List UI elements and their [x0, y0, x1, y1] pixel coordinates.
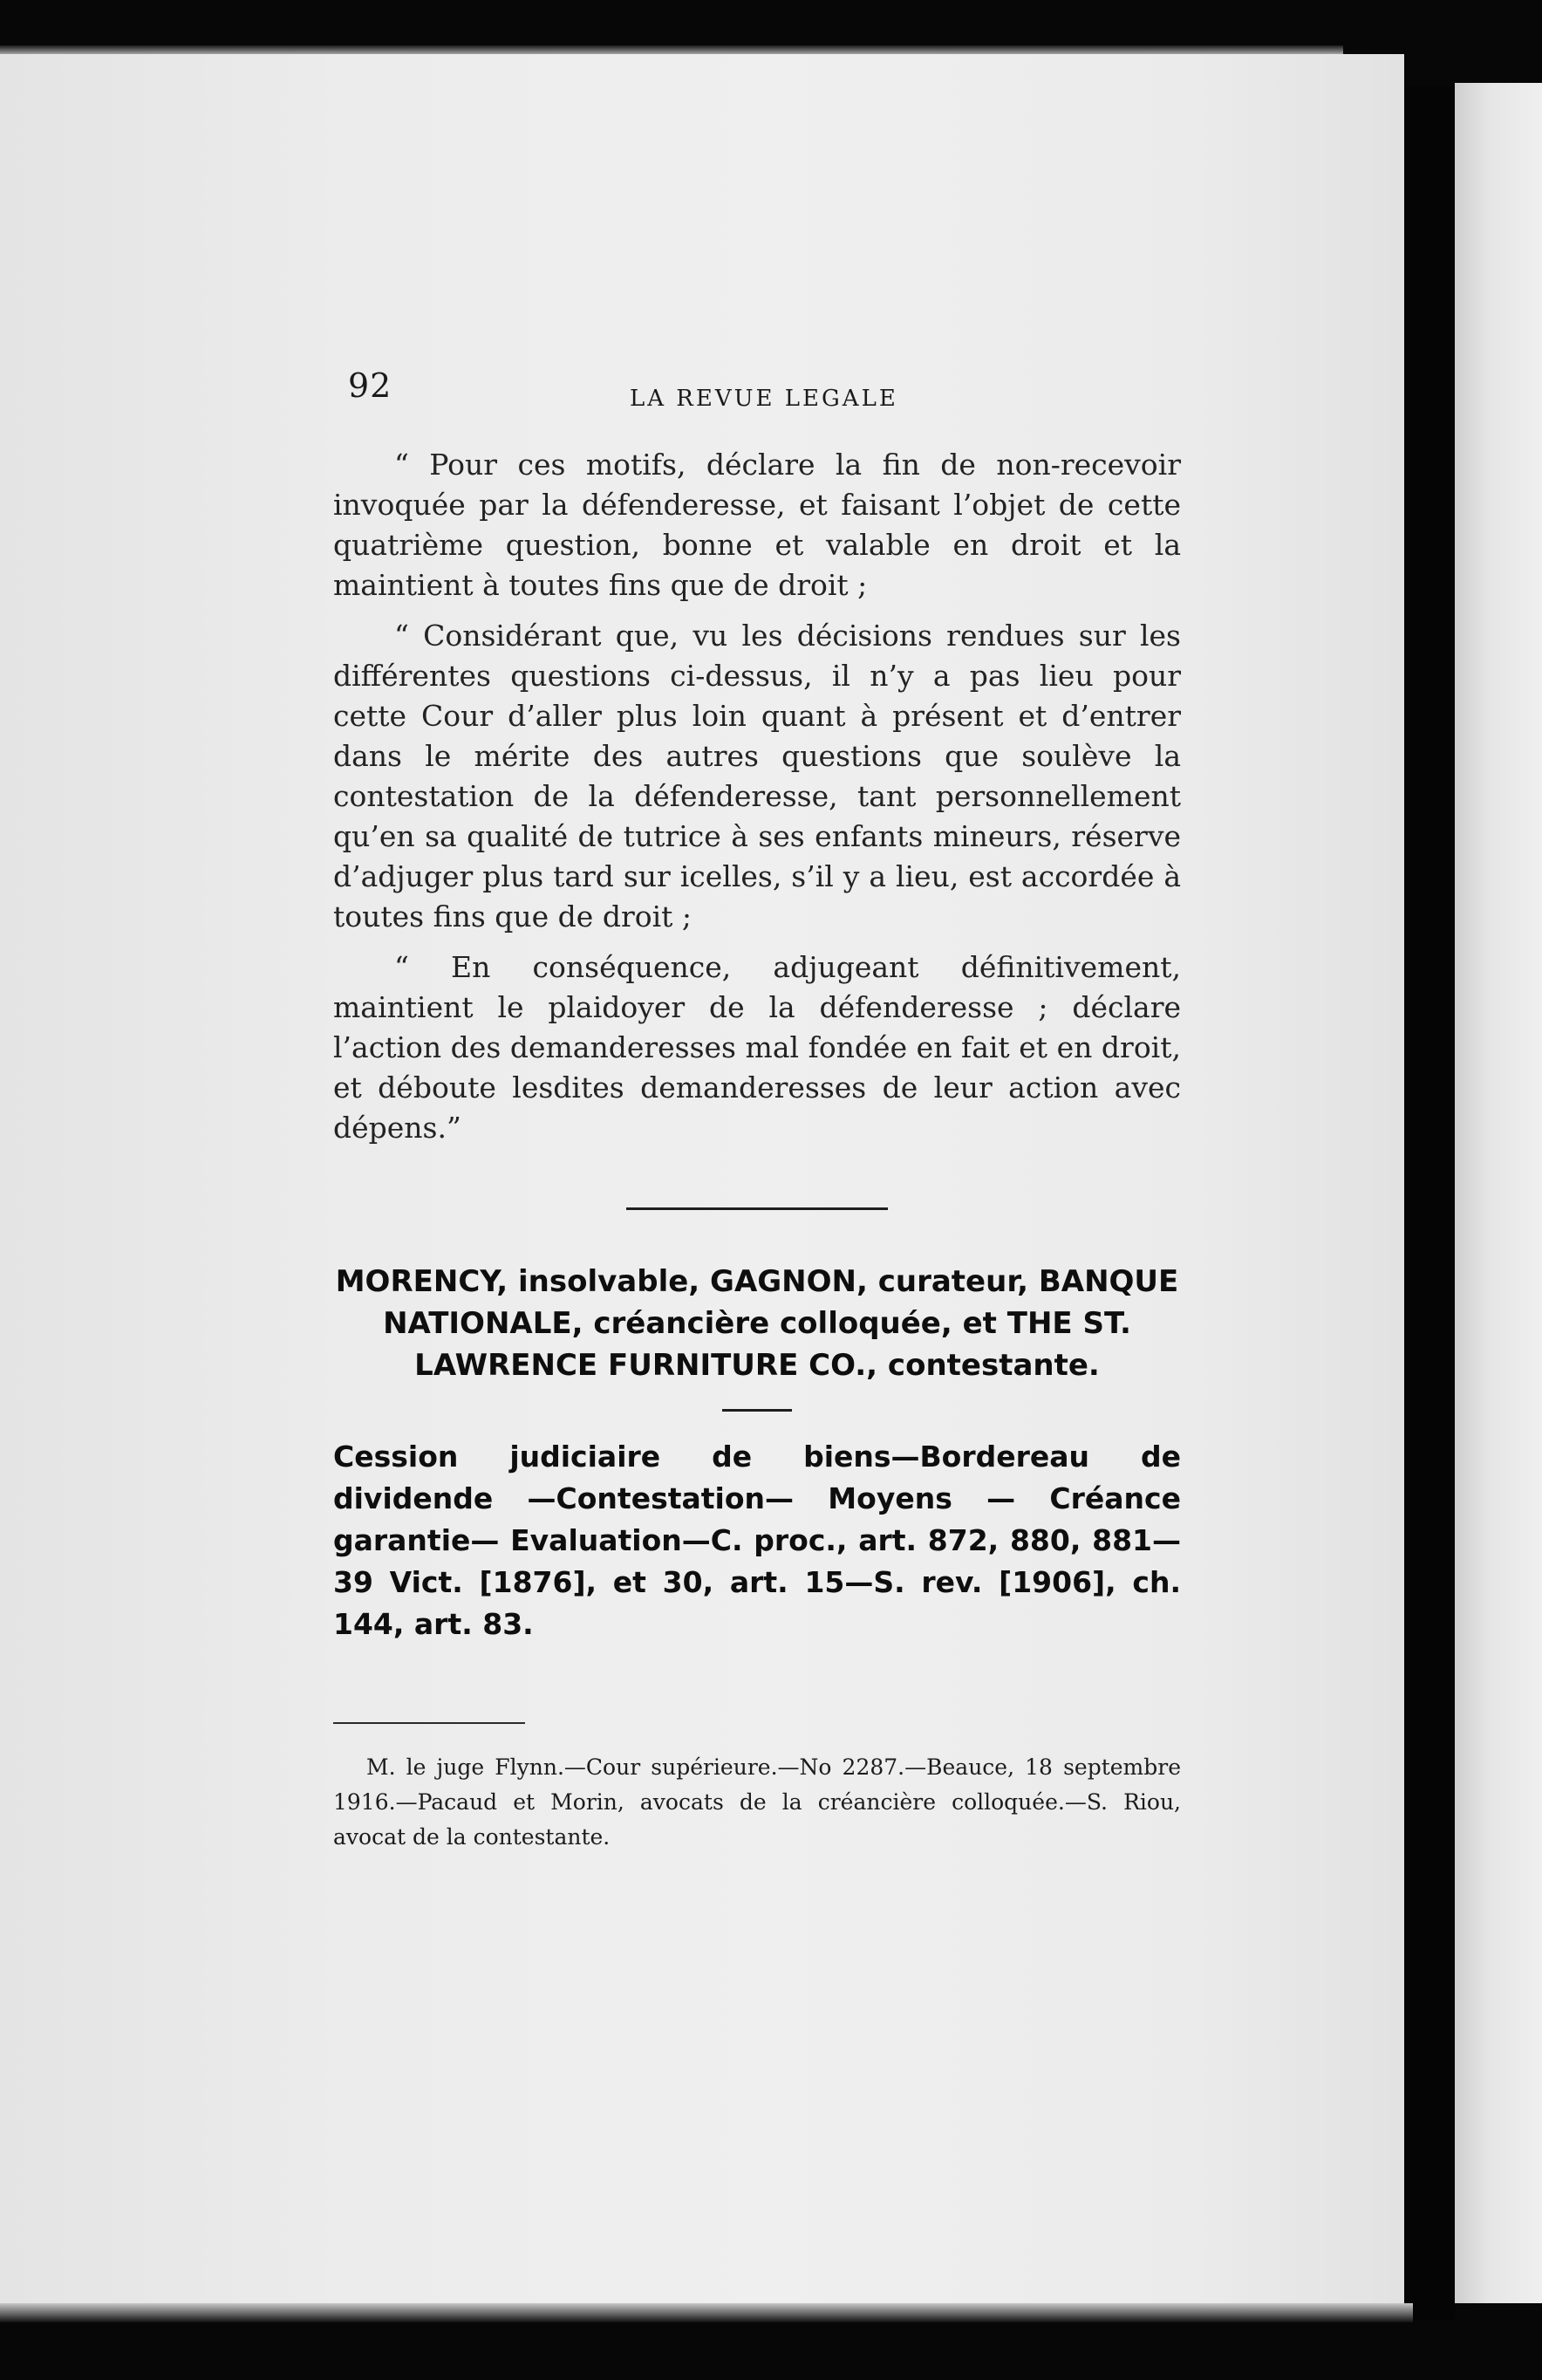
- running-head: [333, 366, 1181, 419]
- judgment-text: [333, 445, 1181, 1148]
- running-title: LA REVUE LEGALE: [630, 386, 898, 412]
- page-content: [333, 366, 1181, 1855]
- facing-page-edge: [1455, 83, 1542, 2303]
- case-title: MORENCY, insolvable, GAGNON, curateur, BANQUE NATIONALE, créancière colloquée, et THE ST. LAWRENCE FURNITURE CO., contestante.: [335, 1264, 1179, 1383]
- paragraph: “ En conséquence, adjugeant définitivement, maintient le plaidoyer de la défenderesse ; déclare l’action des demanderesses mal fondée en fait et en droit, et déboute lesdites demanderesses de leur action avec dépens.”: [333, 950, 1181, 1145]
- book-gutter: [1404, 87, 1455, 2321]
- footnote-rule: [333, 1722, 525, 1724]
- page-number: 92: [348, 366, 392, 405]
- section-divider: [626, 1207, 888, 1210]
- page-bottom-edge: [0, 2303, 1413, 2322]
- footnote: M. le juge Flynn.—Cour supérieure.—No 2287.—Beauce, 18 septembre 1916.—Pacaud et Morin, avocats de la créancière colloquée.—S. Riou, avocat de la contestante.: [333, 1754, 1181, 1850]
- paragraph: “ Pour ces motifs, déclare la fin de non-recevoir invoquée par la défenderesse, et faisant l’objet de cette quatrième question, bonne et valable en droit et la maintient à toutes fins que de droit ;: [333, 448, 1181, 602]
- short-divider: [722, 1409, 792, 1412]
- headnote: Cession judiciaire de biens—Bordereau de dividende —Contestation— Moyens — Créance garantie— Evaluation—C. proc., art. 872, 880, 881—39 Vict. [1876], et 30, art. 15—S. rev. [1906], ch. 144, art. 83.: [333, 1440, 1181, 1641]
- paragraph: “ Considérant que, vu les décisions rendues sur les différentes questions ci-dessus, il n’y a pas lieu pour cette Cour d’aller plus loin quant à présent et d’entrer dans le mérite des autres questions que soulève la contestation de la défenderesse, tant personnellement qu’en sa qualité de tutrice à ses enfants mineurs, réserve d’adjuger plus tard sur icelles, s’il y a lieu, est accordée à toutes fins que de droit ;: [333, 619, 1181, 934]
